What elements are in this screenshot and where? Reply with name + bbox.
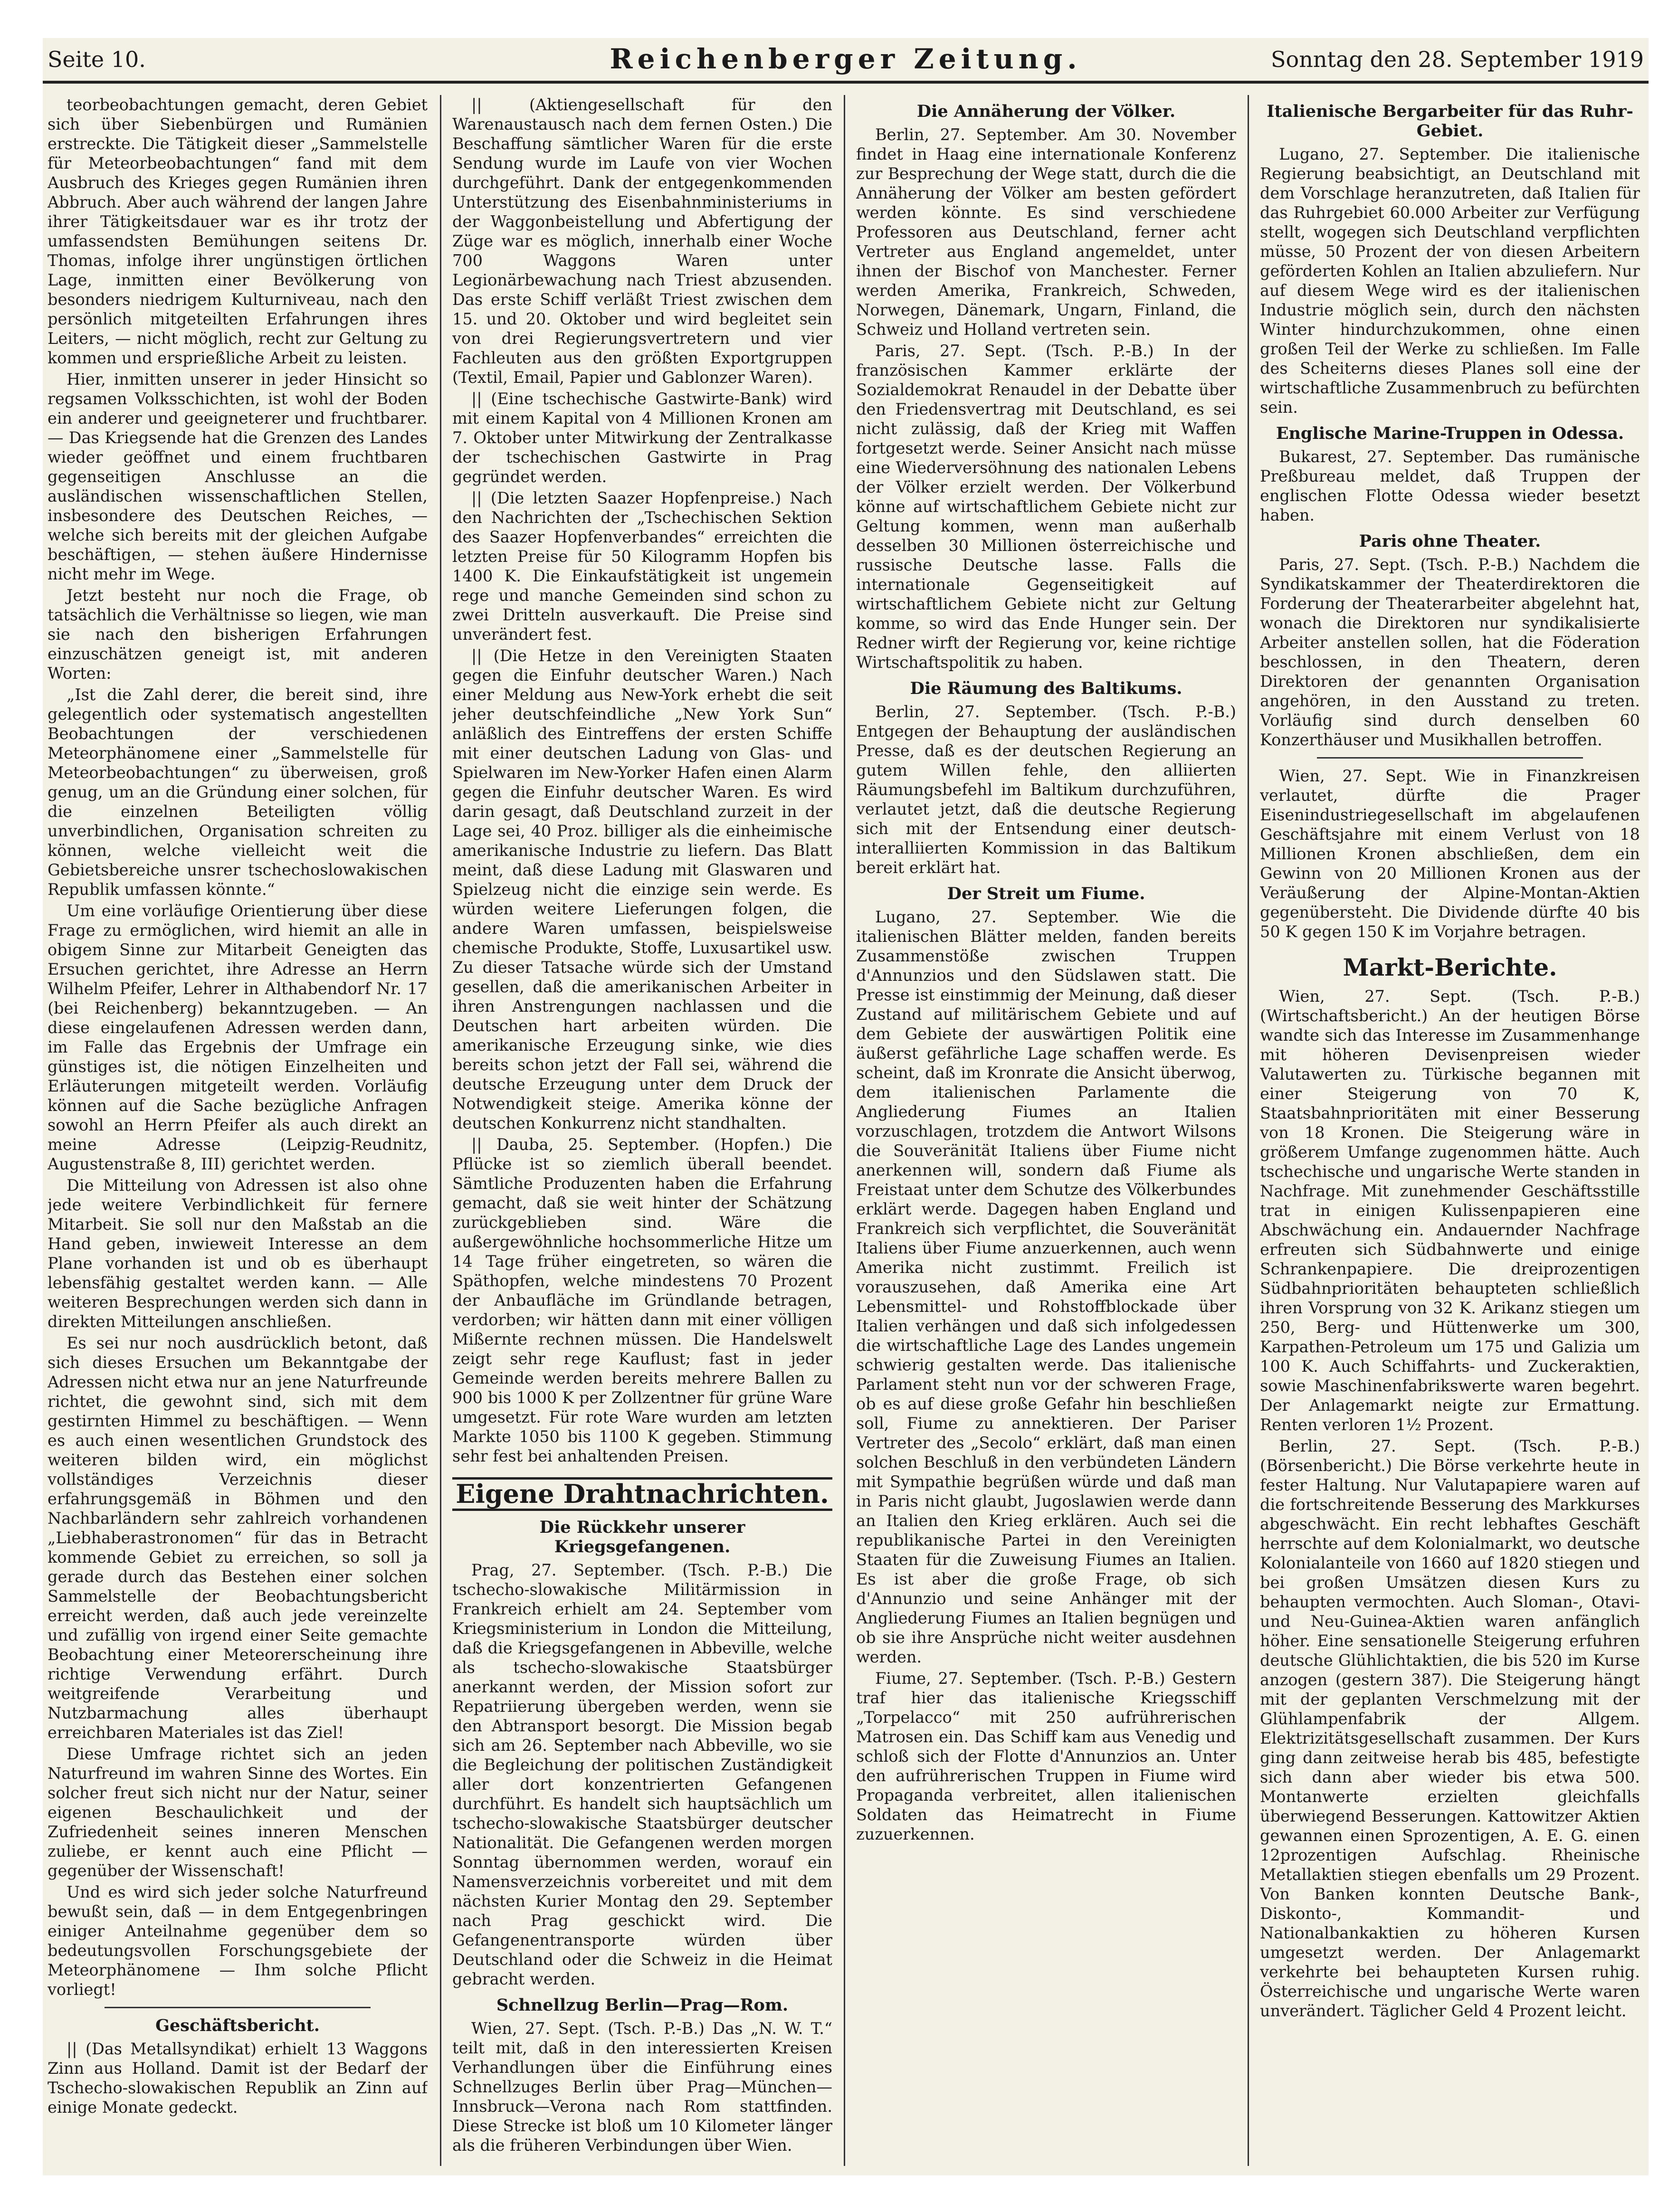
article-heading: Die Rückkehr unserer Kriegsgefangenen. [539, 1518, 745, 1557]
column-2 [452, 95, 832, 2166]
article-heading: Die Räumung des Baltikums. [910, 679, 1182, 698]
article-paragraph: Berlin, 27. September. Am 30. November findet in Haag eine internationale Konferenz zur Besprechung der Wege statt, durch die die Annäherung der Völker am besten gefördert werden könnte. Es sind verschiedene Professoren aus Deutschland, ferner acht Vertreter aus England angemeldet, unter ihnen der Bischof von Manchester. Ferner werden Amerika, Frankreich, Schweden, Norwegen, Dänemark, Ungarn, Finland, die Schweiz und Holland vertreten sein. [856, 125, 1236, 339]
article-heading: Der Streit um Fiume. [947, 884, 1145, 903]
column-1 [48, 95, 428, 2166]
issue-date: Sonntag den 28. September 1919 [1271, 47, 1644, 72]
article-paragraph: Berlin, 27. Sept. (Tsch. P.-B.) (Börsenbericht.) Die Börse verkehrte heute in fester Haltung. Nur Valutapapiere waren auf die fortschreitende Besserung des Markkurses abgeschwächt. Ein recht lebhaftes Geschäft herrschte auf dem Kolonialmarkt, wo deutsche Kolonialanteile von 1660 auf 1820 stiegen und bei großen Umsätzen diesen Kurs zu behaupten vermochten. Auch Sloman-, Otavi- und Neu-Guinea-Aktien waren anfänglich höher. Eine sensationelle Steigerung erfuhren deutsche Glühlichtaktien, die bis 520 im Kurse anzogen (gestern 387). Die Steigerung hängt mit der geplanten Verschmelzung mit der Glühlampenfabrik der Allgem. Elektrizitätsgesellschaft zusammen. Der Kurs ging dann zeitweise herab bis 485, befestigte sich dann aber wieder bis etwa 500. Montanwerte erzielten gleichfalls überwiegend Besserungen. Kattowitzer Aktien gewannen einen Sprozentigen, A. E. G. einen 12prozentigen Aufschlag. Rheinische Metallaktien stiegen ebenfalls um 29 Prozent. Von Banken konnten Deutsche Bank-, Diskonto-, Kommandit- und Nationalbankaktien zu höheren Kursen umgesetzt werden. Der Anlagemarkt verkehrte bei behaupteten Kursen ruhig. Österreichische und ungarische Werte waren unverändert. Täglicher Geld 4 Prozent leicht. [1260, 1437, 1640, 2020]
article-paragraph: || (Eine tschechische Gastwirte-Bank) wird mit einem Kapital von 4 Millionen Kronen am 7. Oktober unter Mitwirkung der Zentralkasse der tschechischen Gastwirte in Prag gegründet werden. [452, 389, 832, 486]
column-4 [1260, 95, 1640, 2166]
article-paragraph: Lugano, 27. September. Die italienische Regierung beabsichtigt, an Deutschland mit dem Vorschlage heranzutreten, daß Italien für das Ruhrgebiet 60.000 Arbeiter zur Verfügung stellt, wogegen sich Deutschland verpflichten müsse, 50 Prozent der von diesen Arbeitern geförderten Kohlen an Italien abzuliefern. Nur auf diesem Wege wird es der italienischen Industrie möglich sein, durch den nächsten Winter hindurchzukommen, ohne einen großen Teil der Werke zu schließen. Im Falle des Scheiterns dieses Planes soll eine der wirtschaftliche Zusammenbruch zu befürchten sein. [1260, 145, 1640, 417]
article-paragraph: Paris, 27. Sept. (Tsch. P.-B.) In der französischen Kammer erklärte der Sozialdemokrat Renaudel in der Debatte über den Friedensvertrag mit Deutschland, es sei nicht zulässig, daß der Krieg mit Waffen fortgesetzt werde. Seiner Ansicht nach müsse eine Wiederversöhnung des nationalen Lebens der Völker erzielt werden. Der Völkerbund könne auf wirtschaftlichem Gebiete nicht zur Geltung kommen, wenn man außerhalb desselben 30 Millionen österreichische und russische Deutsche lasse. Falls die internationale Gegenseitigkeit auf wirtschaftlichem Gebiete nicht zur Geltung komme, so wird das Ende Hunger sein. Der Redner wirft der Regierung vor, keine richtige Wirtschaftspolitik zu haben. [856, 342, 1236, 672]
section-heading: Geschäftsbericht. [155, 2016, 320, 2035]
article-paragraph: || (Aktiengesellschaft für den Warenaustausch nach dem fernen Osten.) Die Beschaffung sämtlicher Waren für die erste Sendung wurde im Laufe von vier Wochen durchgeführt. Dank der entgegenkommenden Unterstützung des Eisenbahnministeriums in der Waggonbeistellung und Abfertigung der Züge war es möglich, innerhalb einer Woche 700 Waggons Waren unter Legionärbewachung nach Triest abzusenden. Das erste Schiff verläßt Triest zwischen dem 15. und 20. Oktober und wird begleitet sein von drei Regierungsvertretern und vier Fachleuten aus den größten Exportgruppen (Textil, Email, Papier und Gablonzer Waren). [452, 95, 832, 387]
article-paragraph: Berlin, 27. September. (Tsch. P.-B.) Entgegen der Behauptung der ausländischen Presse, daß es der deutschen Regierung an gutem Willen fehle, den alliierten Räumungsbefehl im Baltikum durchzuführen, verlautet jetzt, daß die deutsche Regierung sich mit der Entsendung einer deutsch-interalliierten Kommission in das Baltikum bereit erklärt hat. [856, 703, 1236, 877]
article-paragraph: || Dauba, 25. September. (Hopfen.) Die Pflücke ist so ziemlich überall beendet. Sämtliche Produzenten haben die Erfahrung gemacht, daß sie weit hinter der Schätzung zurückgeblieben sind. Wäre die außergewöhnliche hochsommerliche Hitze um 14 Tage früher eingetreten, so wären die Späthopfen, welche mindestens 70 Prozent der Anbaufläche im Gründlande betragen, verdorben; wir hätten dann mit einer völligen Mißernte rechnen müssen. Die Handelswelt zeigt sehr rege Kauflust; fast in jeder Gemeinde werden bereits mehrere Ballen zu 900 bis 1000 K per Zollzentner für grüne Ware umgesetzt. Für rote Ware wurden am letzten Markte 1050 bis 1100 K gegeben. Stimmung sehr fest bei anhaltenden Preisen. [452, 1135, 832, 1465]
article-paragraph: Paris, 27. Sept. (Tsch. P.-B.) Nachdem die Syndikatskammer der Theaterdirektoren die Forderung der Theaterarbeiter abgelehnt hat, wonach die Direktoren nur syndikalisierte Arbeiter anstellen sollen, hat die Föderation beschlossen, in den Theatern, deren Direktoren der genannten Organisation angehören, in den Ausstand zu treten. Vorläufig sind durch denselben 60 Konzerthäuser und Musikhallen betroffen. [1260, 555, 1640, 749]
page-number: Seite 10. [48, 47, 146, 72]
article-heading: Englische Marine-Truppen in Odessa. [1276, 424, 1624, 443]
column-rule [440, 95, 441, 2166]
newspaper-title: Reichenberger Zeitung. [610, 43, 1082, 75]
column-rule [1248, 95, 1249, 2166]
section-banner: Eigene Drahtnachrichten. [452, 1477, 832, 1511]
article-paragraph: Prag, 27. September. (Tsch. P.-B.) Die tschecho-slowakische Militärmission in Frankreich erhielt am 24. September vom Kriegsministerium in London die Mitteilung, daß die Kriegsgefangenen in Abbeville, welche als tschecho-slowakische Staatsbürger anerkannt werden, der Mission sofort zur Repatriierung übergeben werden, wenn sie den Abtransport besorgt. Die Mission begab sich am 26. September nach Abbeville, wo sie die Begleichung der politischen Zuständigkeit aller dort konzentrierten Gefangenen durchführt. Es handelt sich hauptsächlich um tschecho-slowakische Staatsbürger deutscher Nationalität. Die Gefangenen werden morgen Sonntag übernommen werden, worauf ein Namensverzeichnis vorbereitet und mit dem nächsten Kurier Montag den 29. September nach Prag geschickt wird. Die Gefangenentransporte würden über Deutschland oder die Schweiz in die Heimat gebracht werden. [452, 1561, 832, 1988]
article-paragraph: „Ist die Zahl derer, die bereit sind, ihre gelegentlich oder systematisch angestellten Beobachtungen der verschiedenen Meteorphänomene einer „Sammelstelle für Meteorbeobachtungen“ zu überweisen, groß genug, um an die Gründung einer solchen, für die einzelnen Beteiligten völlig unverbindlichen, Organisation schreiten zu können, welche vielleicht weit die Gebietsbereiche unsrer tschechoslowakischen Republik umfassen könnte.“ [48, 685, 428, 899]
section-divider [105, 2007, 371, 2008]
article-paragraph: || (Die Hetze in den Vereinigten Staaten gegen die Einfuhr deutscher Waren.) Nach einer Meldung aus New-York erhebt die seit jeher deutschfeindliche „New York Sun“ anläßlich des Eintreffens der ersten Schiffe mit einer deutschen Ladung von Glas- und Spielwaren im New-Yorker Hafen einen Alarm gegen die Einfuhr deutscher Waren. Es wird darin gesagt, daß Deutschland zurzeit in der Lage sei, 40 Proz. billiger als die einheimische amerikanische Industrie zu liefern. Das Blatt meint, daß diese Ladung mit Glaswaren und Spielzeug nicht die einzige sein werde. Es würden weitere Lieferungen folgen, die andere Waren umfassen, beispielsweise chemische Produkte, Stoffe, Luxusartikel usw. Zu dieser Tatsache würde sich der Umstand gesellen, daß die amerikanischen Arbeiter in ihren Anstrengungen nachlassen und die Deutschen hart arbeiten würden. Die amerikanische Erzeugung sinke, wie dies bereits schon jetzt der Fall sei, während die deutsche Erzeugung unter dem Druck der Notwendigkeit steige. Amerika könne der deutschen Konkurrenz nicht standhalten. [452, 646, 832, 1132]
article-paragraph: Es sei nur noch ausdrücklich betont, daß sich dieses Ersuchen um Bekanntgabe der Adressen nicht etwa nur an jene Naturfreunde richtet, die gewohnt sind, sich mit dem gestirnten Himmel zu beschäftigen. — Wenn es auch einen wesentlichen Grundstock des weiteren bilden wird, ein möglichst vollständiges Verzeichnis dieser erfahrungsgemäß in Böhmen und den Nachbarländern sehr zahlreich vorhandenen „Liebhaberastronomen“ für das in Betracht kommende Gebiet zu erreichen, so soll ja gerade durch das Bestehen einer solchen Sammelstelle der Beobachtungsbericht erreicht werden, daß auch jede vereinzelte und zufällig von irgend einer Seite gemachte Beobachtung einer Meteorerscheinung ihre richtige Verwendung erfährt. Durch weitgreifende Verarbeitung und Nutzbarmachung alles überhaupt erreichbaren Materiales ist das Ziel! [48, 1334, 428, 1742]
article-paragraph: Wien, 27. Sept. (Tsch. P.-B.) (Wirtschaftsbericht.) An der heutigen Börse wandte sich das Interesse im Zusammenhange mit höheren Devisenpreisen wieder Valutawerten zu. Türkische begannen mit einer Steigerung von 70 K, Staatsbahnprioritäten mit einer Besserung von 18 Kronen. Die Steigerung wäre in größerem Umfange zugenommen hätte. Auch tschechische und ungarische Werte standen in Nachfrage. Mit zunehmender Geschäftsstille trat in einigen Kulissenpapieren eine Abschwächung ein. Andauernder Nachfrage erfreuten sich Südbahnwerte und einige Schrankenpapiere. Die dreiprozentigen Südbahnprioritäten behaupteten schließlich ihren Vorsprung von 32 K. Arikanz stiegen um 250, Berg- und Hüttenwerke um 300, Karpathen-Petroleum um 175 und Galizia um 100 K. Auch Schiffahrts- und Zuckeraktien, sowie Maschinenfabrikswerte waren begehrt. Der Anlagemarkt neigte zur Ermattung. Renten verloren 1½ Prozent. [1260, 987, 1640, 1434]
article-paragraph: Wien, 27. Sept. (Tsch. P.-B.) Das „N. W. T.“ teilt mit, daß in den interessierten Kreisen Verhandlungen über die Einführung eines Schnellzuges Berlin über Prag—München—Innsbruck—Verona nach Rom stattfinden. Diese Strecke ist bloß um 10 Kilometer länger als die früheren Verbindungen über Wien. [452, 2019, 832, 2155]
article-paragraph: Hier, inmitten unserer in jeder Hinsicht so regsamen Volksschichten, ist wohl der Boden ein anderer und geeigneterer und fruchtbarer. — Das Kriegsende hat die Grenzen des Landes wieder geöffnet und einem fruchtbaren gegenseitigen Anschlusse an die ausländischen wissenschaftlichen Stellen, insbesondere des Deutschen Reiches, — welche sich bereits mit der gleichen Aufgabe beschäftigen, — stehen äußere Hindernisse nicht mehr im Wege. [48, 370, 428, 583]
article-paragraph: || (Die letzten Saazer Hopfenpreise.) Nach den Nachrichten der „Tschechischen Sektion des Saazer Hopfenverbandes“ erreichten die letzten Preise für 50 Kilogramm Hopfen bis 1400 K. Die Einkaufstätigkeit ist ungemein rege und manche Gemeinden sind schon zu zwei Dritteln ausverkauft. Die Preise sind unverändert fest. [452, 489, 832, 644]
article-paragraph: Jetzt besteht nur noch die Frage, ob tatsächlich die Verhältnisse so liegen, wie man sie nach den bisherigen Erfahrungen einzuschätzen geneigt ist, mit anderen Worten: [48, 586, 428, 683]
article-heading: Italienische Bergarbeiter für das Ruhr-Gebiet. [1267, 102, 1633, 141]
article-paragraph: || (Das Metallsyndikat) erhielt 13 Waggons Zinn aus Holland. Damit ist der Bedarf der Tschecho-slowakischen Republik an Zinn auf einige Monate gedeckt. [48, 2040, 428, 2117]
article-heading: Die Annäherung der Völker. [916, 102, 1176, 121]
article-paragraph: teorbeobachtungen gemacht, deren Gebiet sich über Siebenbürgen und Rumänien erstreckte. Die Tätigkeit dieser „Sammelstelle für Meteorbeobachtungen“ fand mit dem Ausbruch des Krieges gegen Rumänien ihren Abbruch. Aber auch während der langen Jahre ihrer Tätigkeitsdauer war es ihr trotz der umfassendsten Bemühungen seitens Dr. Thomas, infolge ihrer ungünstigen örtlichen Lage, inmitten einer Bevölkerung von besonders niedrigem Kulturniveau, nach den persönlich mitgeteilten Erfahrungen ihres Leiters, — nicht möglich, recht zur Geltung zu kommen und ersprießliche Arbeit zu leisten. [48, 95, 428, 367]
section-divider [1317, 757, 1583, 759]
masthead [43, 38, 1649, 84]
column-rule [844, 95, 845, 2166]
article-paragraph: Und es wird sich jeder solche Naturfreund bewußt sein, daß — in dem Entgegenbringen einiger Anteilnahme gegenüber dem so bedeutungsvollen Forschungsgebiete der Meteorphänomene — Ihm solche Pflicht vorliegt! [48, 1883, 428, 1999]
section-banner: Markt-Berichte. [1343, 953, 1557, 981]
article-paragraph: Die Mitteilung von Adressen ist also ohne jede weitere Verbindlichkeit für fernere Mitarbeit. Sie soll nur den Maßstab an die Hand geben, inwieweit Interesse an dem Plane vorhanden ist und ob es überhaupt lebensfähig gestaltet werden kann. — Alle weiteren Besprechungen werden sich dann in direkten Mitteilungen anschließen. [48, 1176, 428, 1331]
article-paragraph: Lugano, 27. September. Wie die italienischen Blätter melden, fanden bereits Zusammenstöße zwischen Truppen d'Annunzios und den Südslawen statt. Die Presse ist einstimmig der Meinung, daß dieser Zustand auf militärischem Gebiete und auf dem Gebiete der auswärtigen Politik eine äußerst gefährliche Lage schaffen werde. Es scheint, daß im Kronrate die Ansicht überwog, dem italienischen Parlamente die Angliederung Fiumes an Italien vorzuschlagen, trotzdem die Antwort Wilsons die Souveränität Italiens über Fiume nicht anerkennen will, sondern daß Fiume als Freistaat unter dem Schutze des Völkerbundes erklärt werde. Dagegen haben England und Frankreich sich verpflichtet, die Souveränität Italiens über Fiume anzuerkennen, auch wenn Amerika nicht zustimmt. Freilich ist vorauszusehen, daß Amerika eine Art Lebensmittel- und Rohstoffblockade über Italien verhängen und daß sich infolgedessen die wirtschaftliche Lage des Landes ungemein schwierig gestalten werde. Das italienische Parlament steht nun vor der schweren Frage, ob es auf diese große Gefahr hin beschließen soll, Fiume zu annektieren. Der Pariser Vertreter des „Secolo“ erklärt, daß man einen solchen Beschluß in den verbündeten Ländern mit Sympathie begrüßen würde und daß man in Paris nicht glaubt, Jugoslawien werde dann an Italien den Krieg erklären. Auch sei die republikanische Partei in den Vereinigten Staaten für die Zuweisung Fiumes an Italien. Es ist aber die große Frage, ob sich d'Annunzio und seine Anhänger mit der Angliederung Fiumes an Italien begnügen und ob sie ihre Ansprüche nicht weiter ausdehnen werden. [856, 908, 1236, 1666]
article-paragraph: Um eine vorläufige Orientierung über diese Frage zu ermöglichen, wird hiemit an alle in obigem Sinne zur Mitarbeit Geneigten das Ersuchen gerichtet, ihre Adresse an Herrn Wilhelm Pfeifer, Lehrer in Althabendorf Nr. 17 (bei Reichenberg) bekanntzugeben. — An diese eingelaufenen Adressen werden dann, im Falle das Ergebnis der Umfrage ein günstiges ist, die nötigen Einzelheiten und Erläuterungen mitgeteilt werden. Vorläufig können auf die Sache bezügliche Anfragen sowohl an Herrn Pfeifer als auch direkt an meine Adresse (Leipzig-Reudnitz, Augustenstraße 8, III) gerichtet werden. [48, 902, 428, 1173]
article-heading: Paris ohne Theater. [1359, 532, 1541, 551]
column-3 [856, 95, 1236, 2166]
article-heading: Schnellzug Berlin—Prag—Rom. [496, 1995, 789, 2015]
article-paragraph: Wien, 27. Sept. Wie in Finanzkreisen verlautet, dürfte die Prager Eisenindustriegesellschaft im abgelaufenen Geschäftsjahre mit einem Verlust von 18 Millionen Kronen abschließen, dem ein Gewinn von 20 Millionen Kronen aus der Veräußerung der Alpine-Montan-Aktien gegenübersteht. Die Dividende dürfte 40 bis 50 K gegen 150 K im Vorjahre betragen. [1260, 767, 1640, 941]
article-paragraph: Fiume, 27. September. (Tsch. P.-B.) Gestern traf hier das italienische Kriegsschiff „Torpelacco“ mit 250 aufrührerischen Matrosen ein. Das Schiff kam aus Venedig und schloß sich der Flotte d'Annunzios an. Unter den aufrührerischen Truppen in Fiume wird Propaganda verbreitet, allen italienischen Soldaten das Heimatrecht in Fiume zuzuerkennen. [856, 1669, 1236, 1843]
newspaper-page [43, 38, 1649, 2175]
article-paragraph: Diese Umfrage richtet sich an jeden Naturfreund im wahren Sinne des Wortes. Ein solcher freut sich nicht nur der Natur, seiner eigenen Beschaulichkeit und der Zufriedenheit seines inneren Menschen zuliebe, er kennt auch eine Pflicht — gegenüber der Wissenschaft! [48, 1745, 428, 1880]
article-paragraph: Bukarest, 27. September. Das rumänische Preßbureau meldet, daß Truppen der englischen Flotte Odessa wieder besetzt haben. [1260, 447, 1640, 524]
